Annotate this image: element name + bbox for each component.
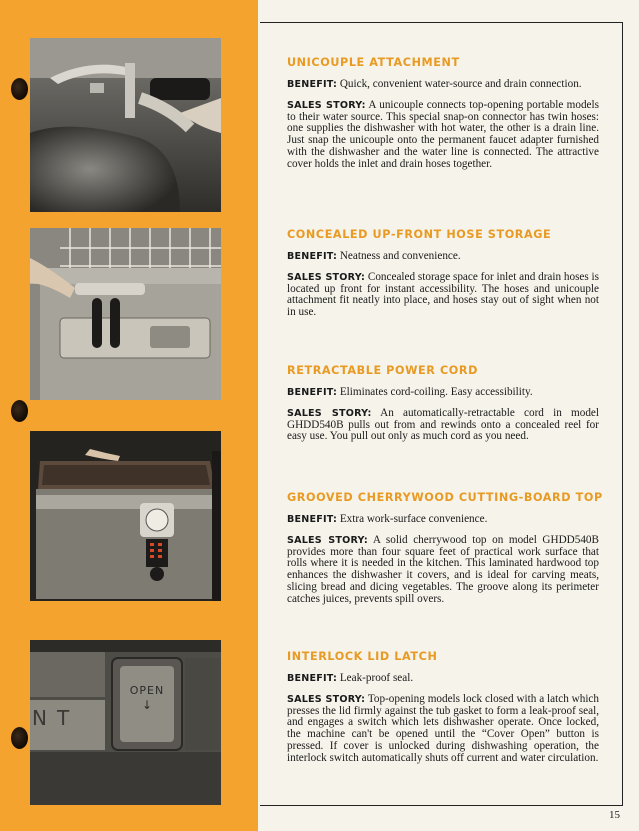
photo-cherrywood-top [30, 431, 221, 601]
panel-letters: NT [32, 706, 80, 730]
section-heading: RETRACTABLE POWER CORD [287, 364, 479, 377]
section-heading: INTERLOCK LID LATCH [287, 650, 438, 663]
benefit-label: BENEFIT: [287, 387, 338, 398]
page-number: 15 [609, 809, 620, 821]
sales-story-paragraph [287, 535, 599, 606]
binder-hole [11, 78, 28, 100]
benefit-label: BENEFIT: [287, 673, 338, 684]
sales-story-text: A solid cherrywood top on model GHDD540B provides more than four square feet of practical work surface that rolls where it is needed in the kitchen. This laminated hardwood top enhances the dishwasher it covers, and is ideal for carving meats, slicing bread and dicing vegetables. The groove along its perimeter catches juices, prevents spill overs. [287, 533, 599, 605]
sales-story-paragraph [287, 100, 599, 171]
section-power-cord [287, 364, 599, 452]
frame-rule-right [622, 22, 623, 805]
section-cherrywood-top [287, 491, 603, 615]
frame-rule-bottom [260, 805, 623, 806]
benefit-text: Neatness and convenience. [339, 250, 461, 262]
benefit-label: BENEFIT: [287, 79, 338, 90]
sales-story-text: An automatically-retractable cord in model GHDD540B pulls out from and rewinds onto a concealed reel for easy use. You pull out only as much cord as you need. [287, 406, 600, 443]
sales-story-text: A unicouple connects top-opening portable models to their water source. This special snap-on connector has twin hoses: one supplies the dishwasher with hot water, the other is a drain line. Just snap the unicouple onto the permanent faucet adapter furnished with the dishwasher and the water line is connected. The attractive cover holds the inlet and drain hoses together. [287, 98, 599, 170]
sales-story-paragraph [287, 694, 599, 765]
sales-story-paragraph [287, 272, 599, 319]
benefit-label: BENEFIT: [287, 514, 338, 525]
sales-story-label: SALES STORY: [287, 693, 366, 705]
sales-story-text: Top-opening models lock closed with a latch which presses the lid firmly against the tub gasket to form a leak-proof seal, and engages a switch which lets dishwasher operate. Once locked, the machine can't be opened until the “Cover Open” button is pressed. If cover is unlocked during dishwashing operation, the interlock switch automatically shuts off current and water circulation. [287, 692, 599, 764]
benefit-paragraph [287, 514, 599, 526]
section-interlock-latch [287, 650, 599, 774]
benefit-paragraph [287, 79, 599, 91]
sales-story-label: SALES STORY: [287, 99, 366, 111]
benefit-label: BENEFIT: [287, 251, 338, 262]
section-heading: GROOVED CHERRYWOOD CUTTING-BOARD TOP [287, 491, 603, 504]
benefit-text: Quick, convenient water-source and drain connection. [339, 78, 582, 90]
photo-hose-storage [30, 228, 221, 400]
photo-unicouple-faucet [30, 38, 221, 212]
open-button-label: OPEN [129, 684, 165, 697]
binder-hole [11, 400, 28, 422]
photo-interlock-latch [30, 640, 221, 805]
section-hose-storage [287, 228, 599, 328]
binder-hole [11, 727, 28, 749]
section-unicouple [287, 56, 599, 180]
benefit-text: Leak-proof seal. [339, 672, 414, 684]
benefit-text: Extra work-surface convenience. [339, 513, 488, 525]
sales-story-label: SALES STORY: [287, 271, 366, 283]
sales-story-text: Concealed storage space for inlet and drain hoses is located up front for instant accessibility. The hoses and unicouple attachment fit neatly into place, and hoses stay out of sight when not in use. [287, 270, 600, 319]
frame-rule-top [260, 22, 622, 23]
benefit-paragraph [287, 387, 599, 399]
benefit-text: Eliminates cord-coiling. Easy accessibility. [339, 386, 533, 398]
sales-story-label: SALES STORY: [287, 534, 368, 546]
benefit-paragraph [287, 251, 599, 263]
benefit-paragraph [287, 673, 599, 685]
section-heading: CONCEALED UP-FRONT HOSE STORAGE [287, 228, 552, 241]
section-heading: UNICOUPLE ATTACHMENT [287, 56, 460, 69]
sales-story-label: SALES STORY: [287, 407, 372, 419]
sales-story-paragraph [287, 408, 599, 443]
open-arrow-icon: ↓ [141, 698, 153, 712]
